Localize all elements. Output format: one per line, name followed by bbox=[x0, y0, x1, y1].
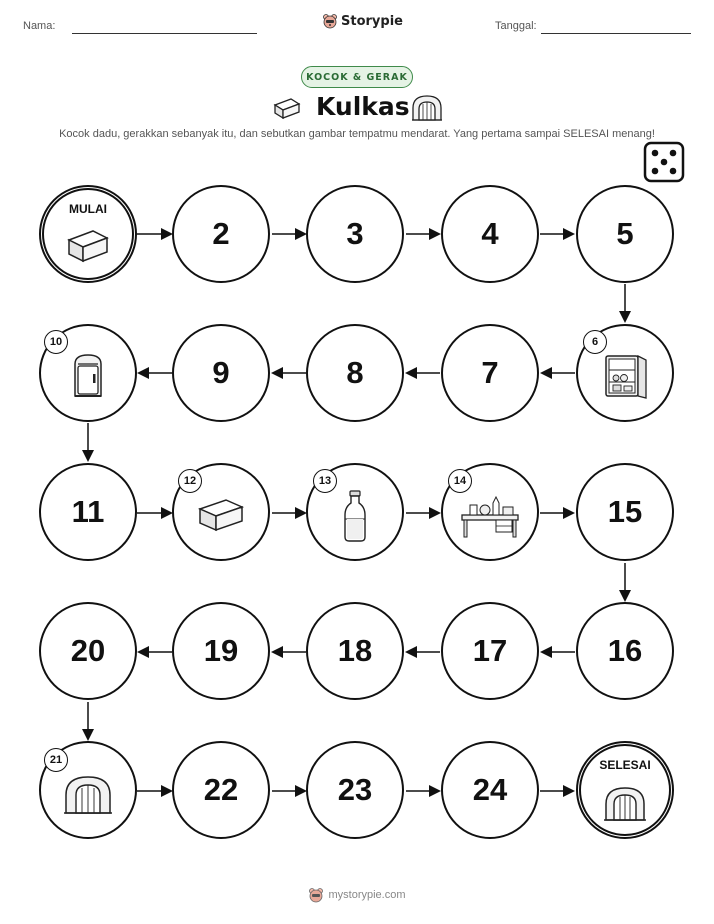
page-title: Kulkas bbox=[316, 92, 410, 121]
instructions-text: Kocok dadu, gerakkan sebanyak itu, dan sebutkan gambar tempatmu mendarat. Yang pertama sampai SELESAI menang! bbox=[59, 128, 655, 140]
space-number-badge: 10 bbox=[44, 330, 68, 354]
footer-url: mystorypie.com bbox=[328, 889, 406, 901]
space-number: 15 bbox=[607, 494, 643, 529]
space-number-badge: 14 bbox=[448, 469, 472, 493]
board-space bbox=[576, 602, 674, 700]
start-label: MULAI bbox=[69, 202, 107, 216]
kitchen-table-icon bbox=[458, 491, 522, 539]
space-number-badge: 12 bbox=[178, 469, 202, 493]
category-badge: KOCOK & GERAK bbox=[301, 66, 413, 88]
space-number: 5 bbox=[616, 216, 634, 251]
board-space bbox=[441, 741, 539, 839]
board-space bbox=[441, 324, 539, 422]
butter-icon bbox=[196, 495, 246, 535]
milk-bottle-icon bbox=[340, 489, 370, 543]
space-number: 4 bbox=[481, 216, 499, 251]
mini-fridge-icon bbox=[69, 352, 107, 400]
space-start bbox=[39, 185, 137, 283]
board-space bbox=[306, 185, 404, 283]
board-space bbox=[39, 463, 137, 561]
finish-label: SELESAI bbox=[599, 758, 651, 772]
space-number: 17 bbox=[472, 633, 508, 668]
board-space bbox=[306, 741, 404, 839]
space-number: 9 bbox=[212, 355, 230, 390]
board-space bbox=[306, 602, 404, 700]
board-space bbox=[441, 185, 539, 283]
space-number: 2 bbox=[212, 216, 230, 251]
footer bbox=[0, 887, 714, 903]
board-space bbox=[172, 324, 270, 422]
board-space bbox=[172, 741, 270, 839]
space-number-badge: 6 bbox=[583, 330, 607, 354]
brand-name: Storypie bbox=[341, 13, 403, 29]
butter-icon bbox=[65, 226, 111, 266]
space-number: 11 bbox=[71, 494, 105, 529]
board-space bbox=[306, 324, 404, 422]
board-space bbox=[172, 602, 270, 700]
board-space bbox=[39, 602, 137, 700]
board-space bbox=[172, 185, 270, 283]
board-space bbox=[576, 185, 674, 283]
space-number: 19 bbox=[203, 633, 239, 668]
space-finish bbox=[576, 741, 674, 839]
space-number: 20 bbox=[70, 633, 106, 668]
date-label: Tanggal: bbox=[495, 20, 537, 32]
name-label: Nama: bbox=[23, 20, 56, 32]
space-number: 8 bbox=[346, 355, 364, 390]
board-space bbox=[441, 602, 539, 700]
arched-door-icon bbox=[62, 773, 114, 815]
space-number: 18 bbox=[337, 633, 373, 668]
board-space bbox=[576, 463, 674, 561]
space-number: 24 bbox=[472, 772, 508, 807]
space-number-badge: 13 bbox=[313, 469, 337, 493]
space-number: 3 bbox=[346, 216, 364, 251]
space-number-badge: 21 bbox=[44, 748, 68, 772]
space-number: 22 bbox=[203, 772, 239, 807]
bear-mascot-icon bbox=[308, 887, 324, 903]
open-fridge-icon bbox=[600, 352, 650, 400]
space-number: 16 bbox=[607, 633, 643, 668]
space-number: 7 bbox=[481, 355, 499, 390]
space-number: 23 bbox=[337, 772, 373, 807]
arched-door-icon bbox=[602, 784, 648, 822]
